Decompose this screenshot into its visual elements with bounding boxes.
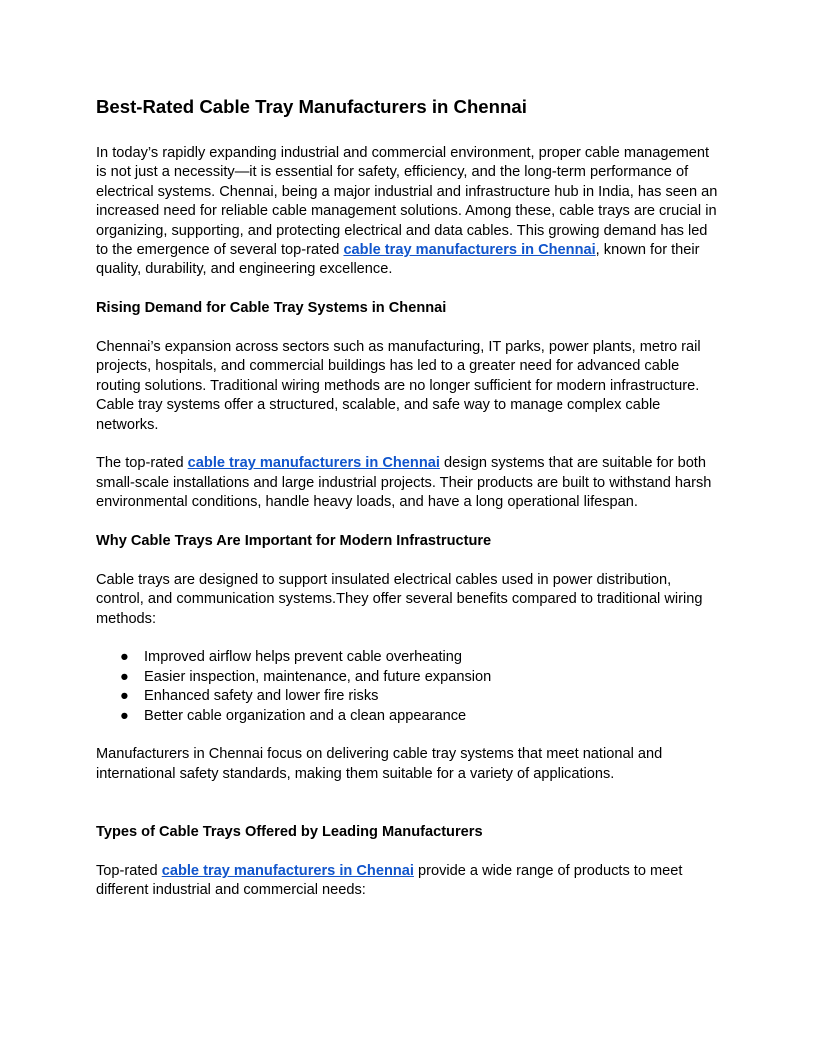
document-page <box>96 94 720 901</box>
intro-link[interactable]: cable tray manufacturers in Chennai <box>343 242 596 259</box>
bullet-icon: ● <box>120 649 129 666</box>
benefits-list <box>96 648 720 726</box>
bullet-icon: ● <box>120 688 129 705</box>
list-item <box>96 707 720 726</box>
list-item-text: Enhanced safety and lower fire risks <box>144 688 379 705</box>
page-title: Best-Rated Cable Tray Manufacturers in Chennai <box>96 96 527 117</box>
section-heading-why-important: Why Cable Trays Are Important for Modern Infrastructure <box>96 533 492 550</box>
bullet-icon: ● <box>120 707 129 724</box>
manufacturers-paragraph: Manufacturers in Chennai focus on delivering cable tray systems that meet national and international safety standards, making them suitable for a variety of applications. <box>96 746 663 782</box>
types-text-end: provide a wide range of products to meet different industrial and commercial needs: <box>96 862 683 899</box>
rising-demand-paragraph: Chennai’s expansion across sectors such as manufacturing, IT parks, power plants, metro rail projects, hospitals, and commercial buildings has led to a greater need for advanced cable routing solutions. Traditional wiring methods are no longer sufficient for modern infrastructure. Cable tray systems offer a structured, scalable, and safe way to manage complex cable networks. <box>96 339 701 433</box>
top-rated-text-end: design systems that are suitable for both small-scale installations and large industrial projects. Their products are built to withstand harsh environmental conditions, handle heavy loads, and have a long operational lifespan. <box>96 455 712 511</box>
section-heading-types: Types of Cable Trays Offered by Leading Manufacturers <box>96 824 483 841</box>
top-rated-text-start: The top-rated <box>96 455 188 472</box>
types-paragraph <box>96 862 720 901</box>
list-item-text: Better cable organization and a clean appearance <box>144 707 467 724</box>
top-rated-paragraph <box>96 454 720 512</box>
list-item <box>96 668 720 687</box>
list-item <box>96 687 720 706</box>
list-item-text: Easier inspection, maintenance, and future expansion <box>144 668 492 685</box>
types-text-start: Top-rated <box>96 862 162 879</box>
top-rated-link[interactable]: cable tray manufacturers in Chennai <box>187 455 440 472</box>
intro-text-start: In today’s rapidly expanding industrial and commercial environment, proper cable management is not just a necessity—it is essential for safety, efficiency, and the long-term performance of electrical systems. Chennai, being a major industrial and infrastructure hub in India, has seen an increased need for reliable cable management solutions. Among these, cable trays are crucial in organizing, supporting, and protecting electrical and data cables. This growing demand has led to the emergence of several top-rated <box>96 145 718 259</box>
intro-paragraph <box>96 144 720 280</box>
why-important-paragraph: Cable trays are designed to support insulated electrical cables used in power distribution, control, and communication systems.They offer several benefits compared to traditional wiring methods: <box>96 571 703 627</box>
types-link[interactable]: cable tray manufacturers in Chennai <box>161 862 414 879</box>
section-heading-rising-demand: Rising Demand for Cable Tray Systems in Chennai <box>96 300 447 317</box>
intro-text-end: , known for their quality, durability, and engineering excellence. <box>96 242 700 278</box>
list-item-text: Improved airflow helps prevent cable overheating <box>144 649 462 666</box>
bullet-icon: ● <box>120 668 129 685</box>
list-item <box>96 648 720 667</box>
